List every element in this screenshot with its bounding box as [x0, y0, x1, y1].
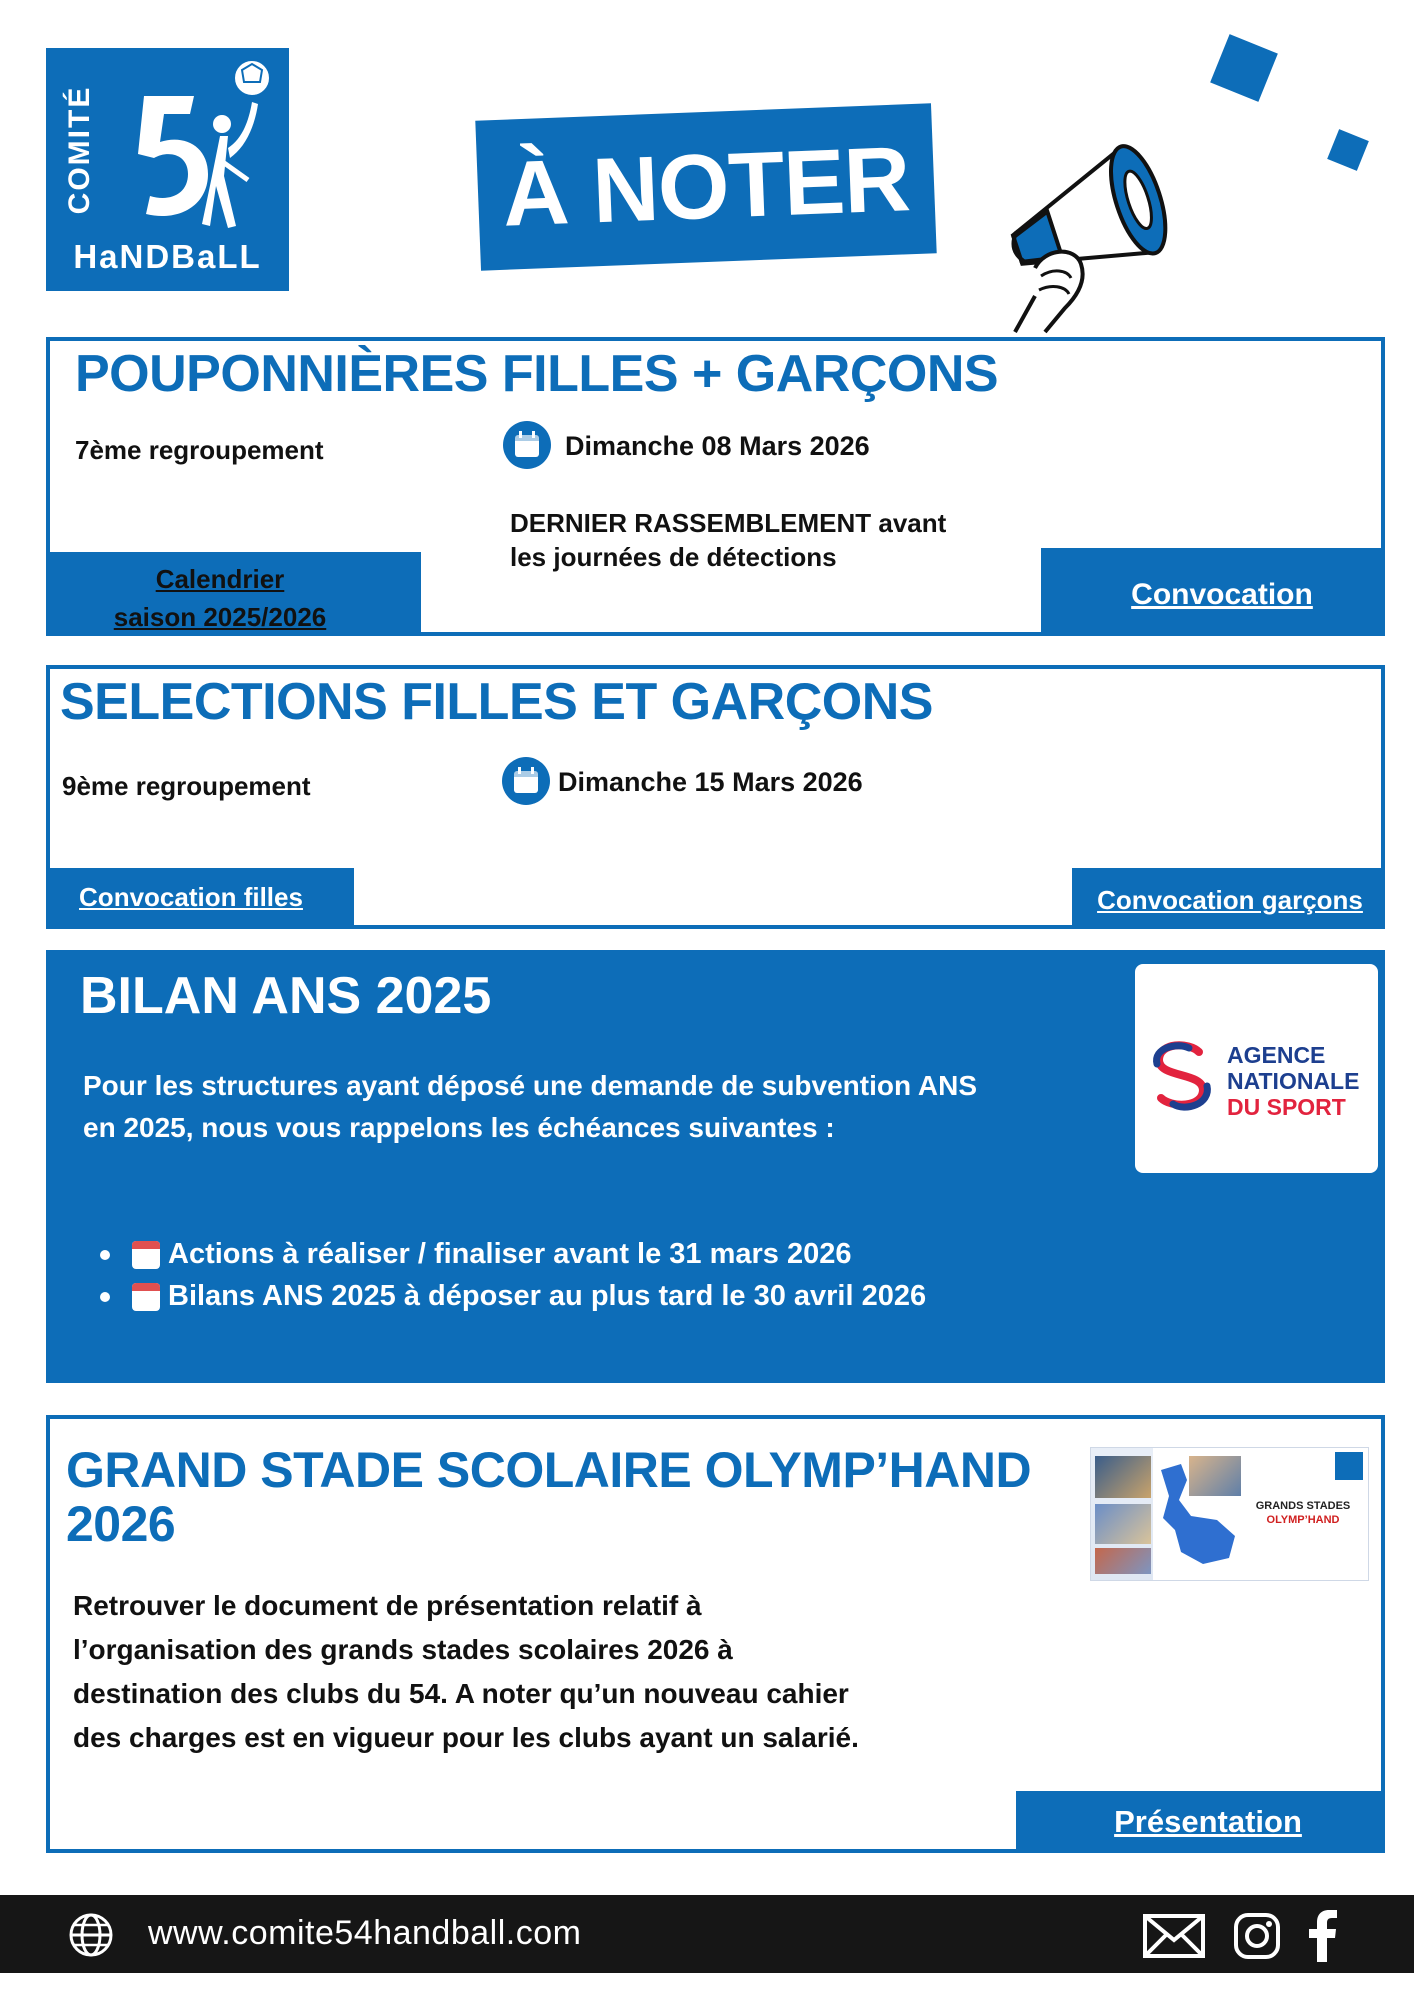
ans-item: Bilans ANS 2025 à déposer au plus tard le 30 avril 2026 — [100, 1280, 926, 1313]
pouponnieres-note-line1: DERNIER RASSEMBLEMENT avant — [510, 508, 947, 538]
calendar-icon — [503, 421, 551, 469]
a-noter-banner — [475, 103, 936, 270]
photo-thumb — [1095, 1548, 1151, 1574]
instagram-icon[interactable] — [1233, 1912, 1281, 1960]
selections-title: SELECTIONS FILLES ET GARÇONS — [60, 673, 933, 731]
calendar-emoji-icon — [132, 1283, 160, 1311]
olymphand-thumb-line2: OLYMP’HAND — [1266, 1514, 1340, 1526]
facebook-icon[interactable] — [1307, 1910, 1337, 1962]
ans-item: Actions à réaliser / finaliser avant le 31 mars 2026 — [100, 1238, 852, 1271]
decor-square-large — [1210, 34, 1278, 102]
selections-date: Dimanche 15 Mars 2026 — [558, 767, 863, 797]
olymphand-title-line2: 2026 — [66, 1496, 176, 1552]
pouponnieres-date: Dimanche 08 Mars 2026 — [565, 431, 870, 461]
logo-handball-text: HaNDBaLL — [73, 238, 262, 275]
calendar-icon — [502, 757, 550, 805]
website-link[interactable]: www.comite54handball.com — [148, 1914, 582, 1952]
selections-subtitle: 9ème regroupement — [62, 771, 311, 801]
handball-player-icon — [124, 56, 284, 236]
megaphone-icon — [995, 118, 1205, 338]
olymphand-thumb-line1: GRANDS STADES — [1255, 1500, 1351, 1512]
olymphand-paragraph: Retrouver le document de présentation relatif à l’organisation des grands stades scolaires 2026 à destination des clubs du 54. A noter qu’un nouveau cahier des charges est en vigueur pour les clubs ayant un salarié. — [73, 1590, 859, 1753]
globe-icon[interactable] — [68, 1912, 114, 1958]
logo-comite-text: COMITÉ — [63, 85, 96, 215]
ans-logo — [1135, 964, 1378, 1173]
ans-logo-line1: AGENCE — [1227, 1042, 1326, 1068]
calendar-emoji-icon — [132, 1241, 160, 1269]
mini-logo — [1335, 1452, 1363, 1480]
photo-thumb — [1189, 1456, 1241, 1496]
decor-square-small — [1327, 129, 1369, 171]
convocation-girls-link[interactable]: Convocation filles — [79, 882, 303, 912]
ans-paragraph: Pour les structures ayant déposé une demande de subvention ANS en 2025, nous vous rappelons les échéances suivantes : — [83, 1070, 977, 1143]
presentation-link[interactable]: Présentation — [1114, 1804, 1302, 1839]
photo-thumb — [1095, 1504, 1151, 1544]
ans-title: BILAN ANS 2025 — [80, 967, 492, 1025]
pouponnieres-note-line2: les journées de détections — [510, 542, 837, 572]
calendar-season-link[interactable]: Calendrier saison 2025/2026 — [113, 564, 327, 632]
a-noter-title: À NOTER — [500, 127, 912, 246]
convocation-boys-link[interactable]: Convocation garçons — [1097, 885, 1363, 915]
olymphand-thumbnail[interactable] — [1090, 1447, 1369, 1581]
ans-logo-line3: DU SPORT — [1227, 1094, 1346, 1120]
pouponnieres-subtitle: 7ème regroupement — [75, 435, 324, 465]
olymphand-title-line1: GRAND STADE SCOLAIRE OLYMP’HAND — [66, 1442, 1032, 1498]
photo-thumb — [1095, 1456, 1151, 1498]
comite-logo — [46, 48, 289, 291]
ans-s-logo-icon — [1149, 1038, 1215, 1112]
ans-logo-line2: NATIONALE — [1227, 1068, 1360, 1094]
pouponnieres-title: POUPONNIÈRES FILLES + GARÇONS — [75, 345, 999, 403]
convocation-link[interactable]: Convocation — [1131, 578, 1313, 611]
mail-icon[interactable] — [1143, 1914, 1205, 1958]
